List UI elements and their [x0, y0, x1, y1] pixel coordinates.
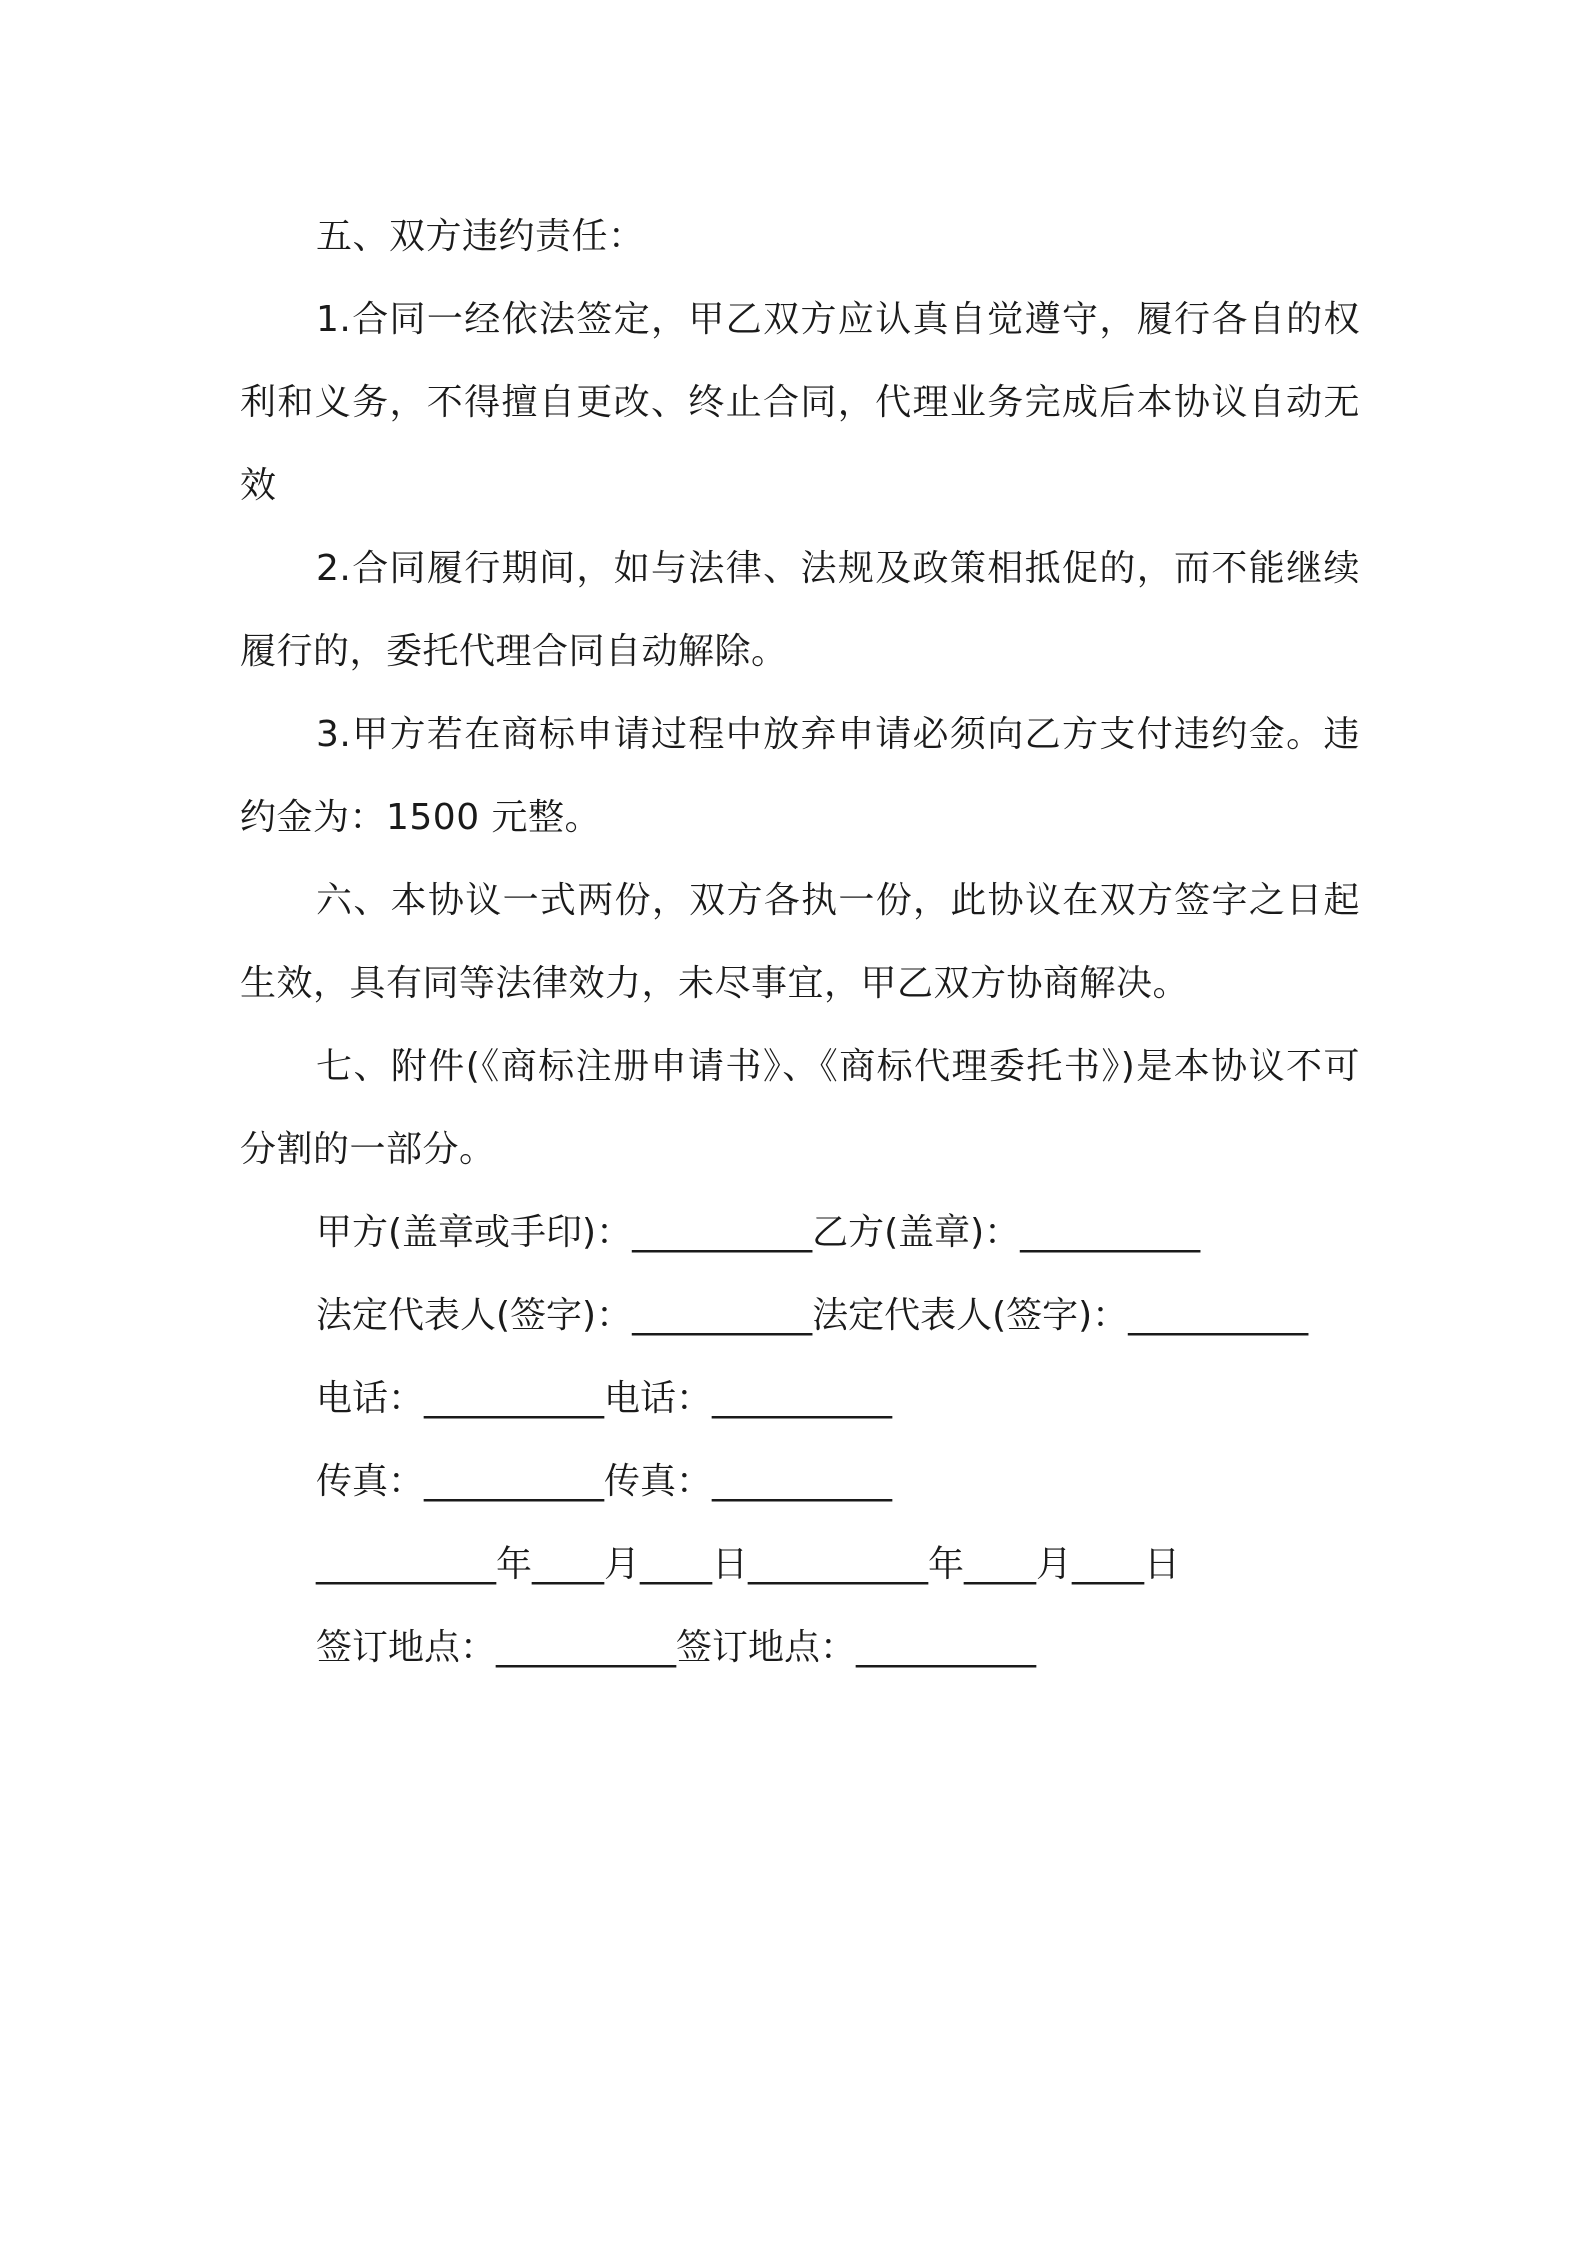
signature-date-line: __________年____月____日__________年____月____日 — [316, 1544, 1180, 1585]
clause-1: 1.合同一经依法签定，甲乙双方应认真自觉遵守，履行各自的权利和义务，不得擅自更改、终止合同，代理业务完成后本协议自动无效 — [240, 299, 1360, 506]
signature-party-line: 甲方(盖章或手印)：__________乙方(盖章)：__________ — [316, 1212, 1201, 1253]
signature-fax-line: 传真：__________传真：__________ — [316, 1461, 893, 1502]
signature-block — [240, 1191, 1360, 1689]
signature-representative-line: 法定代表人(签字)：__________法定代表人(签字)：__________ — [316, 1295, 1309, 1336]
clause-2: 2.合同履行期间，如与法律、法规及政策相抵促的，而不能继续履行的，委托代理合同自动解除。 — [240, 548, 1360, 672]
section-6: 六、本协议一式两份，双方各执一份，此协议在双方签字之日起生效，具有同等法律效力，未尽事宜，甲乙双方协商解决。 — [240, 880, 1360, 1004]
clause-3: 3.甲方若在商标申请过程中放弃申请必须向乙方支付违约金。违约金为：1500 元整。 — [240, 714, 1360, 838]
signature-place-line: 签订地点：__________签订地点：__________ — [316, 1627, 1037, 1668]
section-5-title: 五、双方违约责任： — [316, 216, 645, 257]
section-7: 七、附件(《商标注册申请书》、《商标代理委托书》)是本协议不可分割的一部分。 — [240, 1046, 1360, 1170]
signature-phone-line: 电话：__________电话：__________ — [316, 1378, 893, 1419]
document-body — [240, 195, 1360, 1689]
